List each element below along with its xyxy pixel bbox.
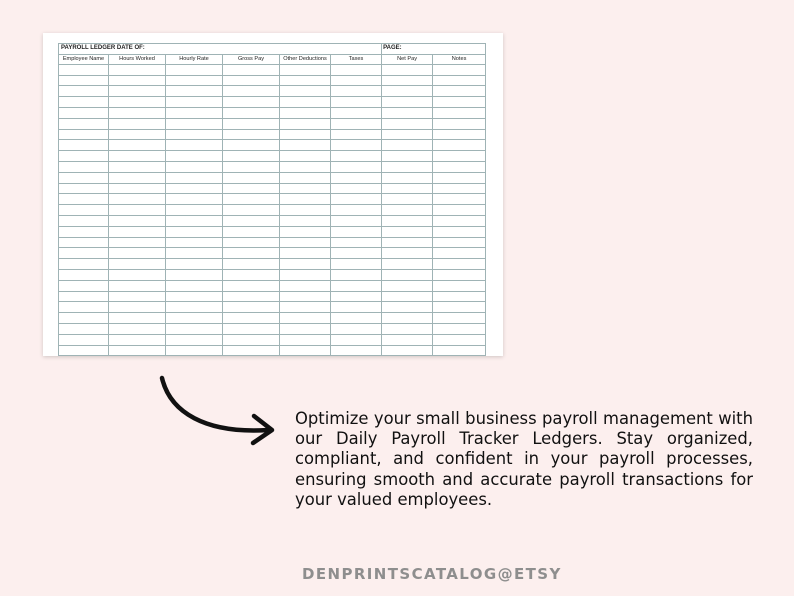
ledger-cell: [223, 183, 280, 194]
ledger-row: [59, 97, 486, 108]
ledger-cell: [59, 259, 109, 270]
ledger-cell: [331, 345, 382, 356]
ledger-cell: [166, 75, 223, 86]
ledger-cell: [59, 302, 109, 313]
ledger-cell: [223, 302, 280, 313]
ledger-cell: [331, 226, 382, 237]
ledger-row: [59, 313, 486, 324]
ledger-cell: [166, 97, 223, 108]
column-header: Hours Worked: [109, 54, 166, 64]
ledger-cell: [166, 248, 223, 259]
ledger-cell: [59, 129, 109, 140]
ledger-cell: [166, 323, 223, 334]
ledger-cell: [382, 334, 433, 345]
ledger-cell: [223, 161, 280, 172]
ledger-cell: [382, 226, 433, 237]
ledger-cell: [109, 107, 166, 118]
ledger-cell: [223, 86, 280, 97]
ledger-cell: [331, 129, 382, 140]
ledger-cell: [59, 86, 109, 97]
ledger-cell: [166, 64, 223, 75]
ledger-title: PAYROLL LEDGER DATE OF:: [59, 44, 382, 55]
ledger-cell: [166, 334, 223, 345]
ledger-cell: [223, 280, 280, 291]
ledger-cell: [109, 269, 166, 280]
ledger-cell: [166, 215, 223, 226]
ledger-cell: [109, 205, 166, 216]
ledger-cell: [166, 345, 223, 356]
ledger-cell: [109, 86, 166, 97]
ledger-cell: [223, 140, 280, 151]
ledger-cell: [59, 345, 109, 356]
ledger-cell: [59, 161, 109, 172]
ledger-cell: [331, 302, 382, 313]
ledger-cell: [109, 248, 166, 259]
ledger-cell: [59, 172, 109, 183]
ledger-cell: [280, 129, 331, 140]
ledger-cell: [223, 259, 280, 270]
ledger-cell: [433, 183, 486, 194]
ledger-cell: [59, 280, 109, 291]
ledger-cell: [433, 291, 486, 302]
ledger-row: [59, 248, 486, 259]
ledger-cell: [280, 151, 331, 162]
ledger-cell: [382, 205, 433, 216]
ledger-cell: [109, 161, 166, 172]
ledger-cell: [166, 291, 223, 302]
ledger-cell: [59, 183, 109, 194]
ledger-cell: [280, 107, 331, 118]
ledger-cell: [59, 248, 109, 259]
column-header: Notes: [433, 54, 486, 64]
ledger-cell: [223, 237, 280, 248]
ledger-cell: [331, 64, 382, 75]
ledger-cell: [433, 129, 486, 140]
ledger-cell: [166, 86, 223, 97]
ledger-cell: [280, 215, 331, 226]
ledger-cell: [280, 259, 331, 270]
ledger-cell: [109, 172, 166, 183]
ledger-cell: [280, 313, 331, 324]
ledger-row: [59, 280, 486, 291]
ledger-cell: [109, 302, 166, 313]
ledger-cell: [223, 194, 280, 205]
ledger-cell: [331, 291, 382, 302]
ledger-sheet: [43, 33, 503, 356]
ledger-row: [59, 237, 486, 248]
ledger-cell: [433, 259, 486, 270]
ledger-cell: [109, 215, 166, 226]
ledger-cell: [166, 172, 223, 183]
ledger-cell: [223, 107, 280, 118]
ledger-cell: [109, 313, 166, 324]
ledger-cell: [433, 194, 486, 205]
ledger-row: [59, 205, 486, 216]
ledger-cell: [59, 226, 109, 237]
ledger-cell: [382, 345, 433, 356]
ledger-cell: [59, 215, 109, 226]
ledger-cell: [331, 248, 382, 259]
ledger-cell: [59, 269, 109, 280]
ledger-cell: [331, 269, 382, 280]
ledger-cell: [433, 215, 486, 226]
ledger-cell: [382, 269, 433, 280]
ledger-cell: [223, 97, 280, 108]
ledger-cell: [331, 151, 382, 162]
ledger-cell: [280, 172, 331, 183]
ledger-row: [59, 140, 486, 151]
ledger-cell: [109, 323, 166, 334]
ledger-cell: [331, 118, 382, 129]
ledger-cell: [433, 64, 486, 75]
ledger-row: [59, 183, 486, 194]
column-header: Other Deductions: [280, 54, 331, 64]
ledger-row: [59, 64, 486, 75]
ledger-cell: [382, 248, 433, 259]
ledger-row: [59, 226, 486, 237]
ledger-cell: [109, 334, 166, 345]
ledger-cell: [382, 86, 433, 97]
ledger-cell: [433, 205, 486, 216]
ledger-cell: [109, 75, 166, 86]
ledger-row: [59, 334, 486, 345]
ledger-row: [59, 172, 486, 183]
ledger-cell: [280, 302, 331, 313]
ledger-cell: [382, 215, 433, 226]
ledger-cell: [433, 97, 486, 108]
ledger-cell: [433, 151, 486, 162]
ledger-cell: [109, 194, 166, 205]
ledger-cell: [280, 140, 331, 151]
ledger-cell: [59, 323, 109, 334]
ledger-row: [59, 161, 486, 172]
ledger-cell: [280, 183, 331, 194]
ledger-cell: [331, 323, 382, 334]
ledger-cell: [433, 226, 486, 237]
ledger-cell: [109, 345, 166, 356]
ledger-cell: [433, 107, 486, 118]
ledger-cell: [280, 345, 331, 356]
ledger-cell: [331, 172, 382, 183]
ledger-cell: [280, 86, 331, 97]
ledger-row: [59, 151, 486, 162]
ledger-cell: [331, 280, 382, 291]
ledger-cell: [331, 334, 382, 345]
ledger-row: [59, 269, 486, 280]
ledger-cell: [382, 313, 433, 324]
ledger-cell: [223, 323, 280, 334]
ledger-cell: [382, 97, 433, 108]
ledger-cell: [109, 183, 166, 194]
ledger-cell: [433, 248, 486, 259]
ledger-cell: [331, 237, 382, 248]
ledger-cell: [166, 151, 223, 162]
ledger-cell: [59, 140, 109, 151]
ledger-cell: [433, 323, 486, 334]
ledger-cell: [223, 215, 280, 226]
column-header: Net Pay: [382, 54, 433, 64]
ledger-cell: [166, 302, 223, 313]
ledger-cell: [280, 334, 331, 345]
ledger-cell: [166, 107, 223, 118]
ledger-cell: [223, 291, 280, 302]
ledger-cell: [331, 215, 382, 226]
ledger-cell: [382, 302, 433, 313]
ledger-cell: [223, 345, 280, 356]
ledger-cell: [331, 97, 382, 108]
ledger-cell: [166, 118, 223, 129]
ledger-cell: [280, 118, 331, 129]
ledger-cell: [59, 75, 109, 86]
ledger-cell: [109, 118, 166, 129]
ledger-cell: [166, 194, 223, 205]
ledger-cell: [59, 64, 109, 75]
ledger-row: [59, 259, 486, 270]
ledger-cell: [280, 75, 331, 86]
ledger-cell: [280, 323, 331, 334]
column-header: Employee Name: [59, 54, 109, 64]
ledger-cell: [331, 140, 382, 151]
ledger-cell: [331, 194, 382, 205]
ledger-cell: [331, 86, 382, 97]
ledger-cell: [382, 107, 433, 118]
ledger-cell: [280, 161, 331, 172]
ledger-cell: [109, 64, 166, 75]
ledger-cell: [59, 118, 109, 129]
ledger-cell: [331, 161, 382, 172]
ledger-cell: [223, 205, 280, 216]
ledger-cell: [166, 269, 223, 280]
ledger-cell: [280, 226, 331, 237]
ledger-row: [59, 302, 486, 313]
shop-credit: DENPRINTSCATALOG@ETSY: [302, 565, 562, 583]
ledger-cell: [109, 151, 166, 162]
ledger-cell: [433, 172, 486, 183]
ledger-cell: [382, 291, 433, 302]
ledger-cell: [433, 161, 486, 172]
ledger-cell: [382, 140, 433, 151]
ledger-cell: [223, 64, 280, 75]
ledger-cell: [433, 280, 486, 291]
ledger-cell: [59, 334, 109, 345]
ledger-cell: [382, 129, 433, 140]
ledger-row: [59, 107, 486, 118]
ledger-cell: [433, 118, 486, 129]
ledger-cell: [433, 237, 486, 248]
ledger-cell: [331, 75, 382, 86]
ledger-cell: [166, 280, 223, 291]
ledger-cell: [223, 151, 280, 162]
ledger-cell: [433, 313, 486, 324]
ledger-row: [59, 129, 486, 140]
ledger-cell: [223, 248, 280, 259]
ledger-row: [59, 291, 486, 302]
ledger-cell: [109, 291, 166, 302]
ledger-cell: [223, 269, 280, 280]
column-header: Taxes: [331, 54, 382, 64]
ledger-cell: [166, 259, 223, 270]
ledger-cell: [433, 334, 486, 345]
ledger-row: [59, 118, 486, 129]
ledger-cell: [433, 86, 486, 97]
ledger-cell: [166, 226, 223, 237]
ledger-cell: [166, 237, 223, 248]
ledger-cell: [59, 151, 109, 162]
ledger-cell: [223, 129, 280, 140]
ledger-cell: [223, 313, 280, 324]
ledger-cell: [59, 291, 109, 302]
column-header: Hourly Rate: [166, 54, 223, 64]
ledger-cell: [223, 226, 280, 237]
ledger-cell: [280, 237, 331, 248]
ledger-cell: [166, 183, 223, 194]
ledger-cell: [280, 269, 331, 280]
column-header-row: [59, 54, 486, 64]
ledger-cell: [382, 118, 433, 129]
ledger-cell: [59, 107, 109, 118]
ledger-cell: [331, 259, 382, 270]
ledger-cell: [433, 269, 486, 280]
ledger-cell: [382, 64, 433, 75]
ledger-cell: [382, 259, 433, 270]
payroll-ledger-table: [58, 43, 486, 356]
ledger-cell: [382, 183, 433, 194]
ledger-cell: [59, 97, 109, 108]
ledger-cell: [280, 280, 331, 291]
ledger-cell: [59, 205, 109, 216]
ledger-cell: [109, 140, 166, 151]
ledger-cell: [382, 161, 433, 172]
ledger-cell: [280, 64, 331, 75]
ledger-cell: [59, 194, 109, 205]
ledger-cell: [109, 129, 166, 140]
ledger-cell: [59, 237, 109, 248]
ledger-cell: [382, 172, 433, 183]
ledger-cell: [223, 75, 280, 86]
ledger-cell: [280, 291, 331, 302]
ledger-row: [59, 86, 486, 97]
ledger-cell: [280, 248, 331, 259]
ledger-title-row: [59, 44, 486, 55]
page-label: PAGE:: [382, 44, 486, 55]
ledger-cell: [109, 280, 166, 291]
ledger-cell: [382, 194, 433, 205]
ledger-cell: [331, 313, 382, 324]
ledger-cell: [433, 345, 486, 356]
ledger-row: [59, 215, 486, 226]
column-header: Gross Pay: [223, 54, 280, 64]
ledger-cell: [109, 259, 166, 270]
ledger-cell: [433, 140, 486, 151]
ledger-cell: [109, 97, 166, 108]
ledger-cell: [109, 237, 166, 248]
ledger-cell: [382, 75, 433, 86]
product-description: Optimize your small business payroll management with our Daily Payroll Tracker Ledgers. Stay organized, compliant, and confident in your payroll processes, ensuring smooth and accurate payroll transactions for your valued employees.: [295, 409, 753, 509]
ledger-cell: [280, 205, 331, 216]
ledger-cell: [166, 140, 223, 151]
ledger-row: [59, 323, 486, 334]
ledger-cell: [382, 237, 433, 248]
ledger-row: [59, 75, 486, 86]
ledger-cell: [223, 334, 280, 345]
ledger-cell: [280, 194, 331, 205]
ledger-cell: [166, 205, 223, 216]
ledger-cell: [166, 161, 223, 172]
ledger-cell: [59, 313, 109, 324]
ledger-cell: [382, 323, 433, 334]
curved-arrow-icon: [150, 372, 285, 452]
ledger-cell: [382, 280, 433, 291]
ledger-cell: [331, 205, 382, 216]
ledger-cell: [331, 183, 382, 194]
ledger-cell: [166, 313, 223, 324]
ledger-body: [59, 64, 486, 356]
ledger-cell: [166, 129, 223, 140]
ledger-cell: [433, 302, 486, 313]
ledger-cell: [382, 151, 433, 162]
ledger-row: [59, 345, 486, 356]
ledger-cell: [223, 172, 280, 183]
ledger-cell: [331, 107, 382, 118]
ledger-cell: [109, 226, 166, 237]
ledger-cell: [223, 118, 280, 129]
ledger-row: [59, 194, 486, 205]
ledger-cell: [433, 75, 486, 86]
ledger-cell: [280, 97, 331, 108]
